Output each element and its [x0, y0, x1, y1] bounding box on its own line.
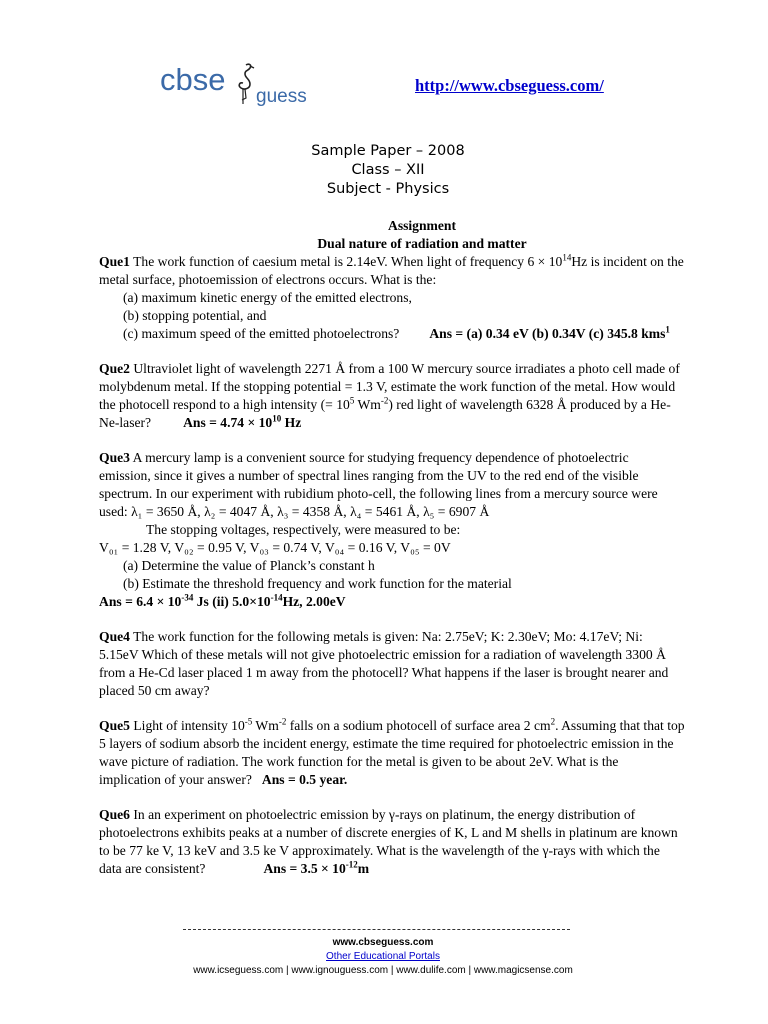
question-3: Que3 A mercury lamp is a convenient source for studying frequency dependence of photoelectric emission, since it gives a number of spectral lines ranging from the UV to the red end of the visible spectrum. In our experiment with rubidium photo-cell, the following lines from a mercury source were used: λ₁ = 3650 Å, λ₂ = 4047 Å, λ₃ = 4358 Å, λ₄ = 5461 Å, λ₅ = 6907 Å The stopping voltages, respectively, were measured to be: V₀₁ = 1.28 V, V₀₂ = 0.95 V, V₀₃ = 0.74 V, V₀₄ = 0.16 V, V₀₅ = 0V (a) Determine the value of Planck’s constant h (b) Estimate the threshold frequency and work function for the material Ans = $6.4 \times 10^{-34}$ Js (ii) $5.0\times 10^{-14}Hz$, 2.00eV — [99, 450, 658, 609]
cbseguess-logo — [160, 62, 340, 122]
answer: Ans = $4.74 \times 10^{10}$ Hz — [183, 413, 302, 430]
paper-title: Sample Paper – 2008 — [311, 143, 465, 159]
footer-divider — [183, 929, 570, 930]
question-1: Que1 The work function of caesium metal is 2.14eV. When light of frequency $6 \times 10^{14}Hz$ is incident on the metal surface, photoemission of electrons occurs. What is the: (a) maximum kinetic energy of the emitted electrons, (b) stopping potential, and (c) maximum speed of the emitted photoelectrons? Ans = (a) 0.34 eV (b) 0.34V (c) 345.8 kms$^1$ — [99, 252, 684, 341]
site-url-link[interactable]: http://www.cbseguess.com/ — [415, 76, 604, 95]
question-5: Que5 Light of intensity $10^{-5}$ $Wm^{-2}$ falls on a sodium photocell of surface area 2 $cm^2$. Assuming that that top 5 layers of sodium absorb the incident energy, estimate the time required for photoelectric emission in the wave picture of radiation. The work function for the metal is given to be about 2eV. What is the implication of your answer? Ans = 0.5 year. — [99, 716, 685, 787]
question-number: Que6 — [99, 807, 130, 822]
question-number: Que1 — [99, 254, 130, 269]
answer: Ans = $6.4 \times 10^{-34}$ Js (ii) $5.0\times 10^{-14}Hz$, 2.00eV — [99, 592, 346, 609]
footer-portals-link[interactable]: Other Educational Portals — [326, 951, 440, 962]
answer: Ans = $3.5 \times 10^{-12}m$ — [263, 859, 370, 876]
footer-links[interactable]: www.icseguess.com | www.ignouguess.com | www.dulife.com | www.magicsense.com — [193, 965, 573, 976]
question-number: Que4 — [99, 629, 130, 644]
topic-heading: Dual nature of radiation and matter — [317, 236, 527, 251]
assignment-heading: Assignment — [388, 218, 456, 233]
question-6: Que6 In an experiment on photoelectric emission by γ-rays on platinum, the energy distribution of photoelectrons exhibits peaks at a number of discrete energies of K, L and M shells in platinum are known to be 77 ke V, 13 keV and 3.5 ke V approximately. What is the wavelength of the γ-rays with which the data are consistent? Ans = $3.5 \times 10^{-12}m$ — [99, 807, 678, 876]
question-number: Que3 — [99, 450, 130, 465]
subject-title: Subject - Physics — [326, 181, 450, 197]
answer: Ans = (a) 0.34 eV (b) 0.34V (c) 345.8 kms$^1$ — [429, 324, 670, 341]
logo-text-guess: guess — [256, 86, 307, 107]
question-2: Que2 Ultraviolet light of wavelength 2271 Å from a 100 W mercury source irradiates a photo cell made of molybdenum metal. If the stopping potential = 1.3 V, estimate the work function of the metal. How would the photocell respond to a high intensity (= $10^5$ $Wm^{-2}$) red light of wavelength 6328 Å produced by a He- Ne-laser? Ans = $4.74 \times 10^{10}$ Hz — [99, 361, 680, 430]
question-number: Que5 — [99, 718, 130, 733]
flamingo-icon — [232, 62, 258, 106]
answer: Ans = 0.5 year. — [261, 772, 348, 787]
question-4: Que4 The work function for the following metals is given: Na: 2.75eV; K: 2.30eV; Mo: 4.17eV; Ni: 5.15eV Which of these metals will not give photoelectric emission for a radiation of wavelength 3300 Å from a He-Cd laser placed 1 m away from the photocell? What happens if the laser is brought nearer and placed 50 cm away? — [99, 629, 669, 698]
class-title: Class – XII — [351, 162, 425, 178]
question-number: Que2 — [99, 361, 130, 376]
footer-site: www.cbseguess.com — [332, 937, 434, 948]
logo-text-cbse: cbse — [160, 62, 226, 97]
